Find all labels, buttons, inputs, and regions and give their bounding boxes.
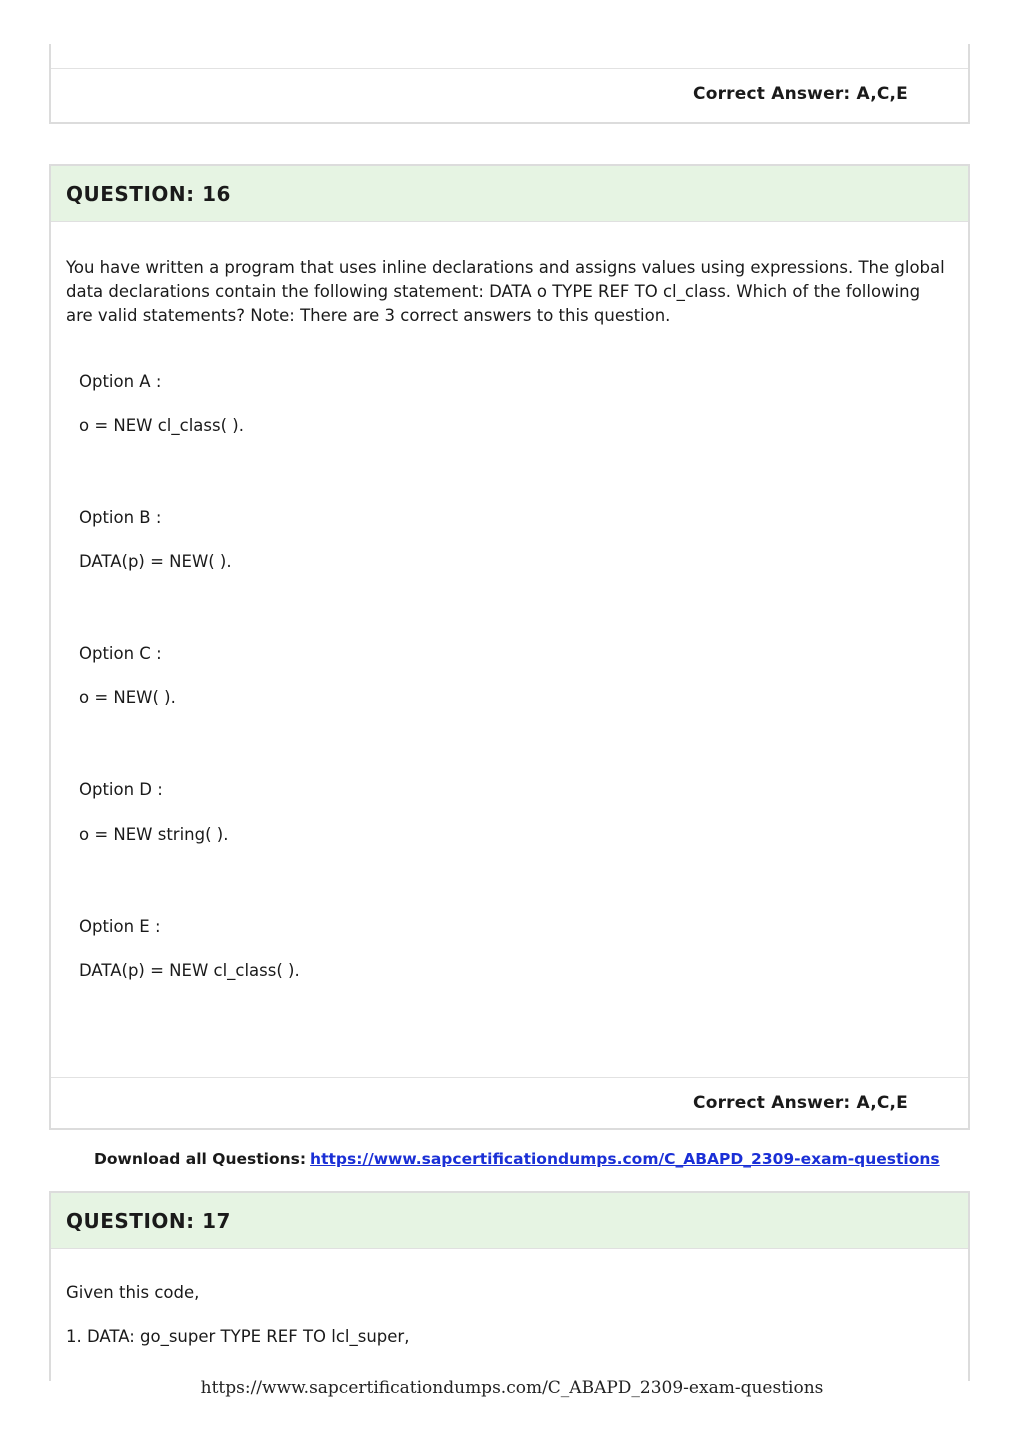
- option-a-code: o = NEW cl_class( ).: [79, 416, 244, 435]
- option-c-label: Option C :: [79, 644, 162, 663]
- divider: [51, 1077, 968, 1078]
- option-a-label: Option A :: [79, 372, 162, 391]
- code-line: 1. DATA: go_super TYPE REF TO lcl_super,: [66, 1327, 410, 1346]
- divider: [51, 68, 968, 69]
- question-text: Given this code,: [66, 1283, 200, 1302]
- download-label: Download all Questions:: [94, 1150, 307, 1168]
- question-text: You have written a program that uses inline declarations and assigns values using expressions. The global data declarations contain the following statement: DATA o TYPE REF TO cl_class. Which of the following are valid statements? Note: There are 3 correct answers to this question.: [66, 258, 945, 325]
- previous-question-box: [49, 44, 970, 124]
- footer-url: https://www.sapcertificationdumps.com/C_ABAPD_2309-exam-questions: [200, 1378, 824, 1398]
- option-d-code: o = NEW string( ).: [79, 825, 229, 844]
- option-e-label: Option E :: [79, 917, 161, 936]
- question-title: QUESTION: 17: [51, 1193, 968, 1249]
- question-16-box: [49, 164, 970, 1130]
- download-line: [94, 1150, 940, 1168]
- option-e-code: DATA(p) = NEW cl_class( ).: [79, 961, 300, 980]
- question-17-box: [49, 1191, 970, 1381]
- question-title: QUESTION: 16: [51, 166, 968, 222]
- option-b-code: DATA(p) = NEW( ).: [79, 552, 232, 571]
- option-d-label: Option D :: [79, 780, 163, 799]
- option-b-label: Option B :: [79, 508, 162, 527]
- option-c-code: o = NEW( ).: [79, 688, 176, 707]
- correct-answer: Correct Answer: A,C,E: [693, 1093, 908, 1113]
- download-link[interactable]: https://www.sapcertificationdumps.com/C_ABAPD_2309-exam-questions: [310, 1150, 940, 1168]
- correct-answer: Correct Answer: A,C,E: [693, 84, 908, 104]
